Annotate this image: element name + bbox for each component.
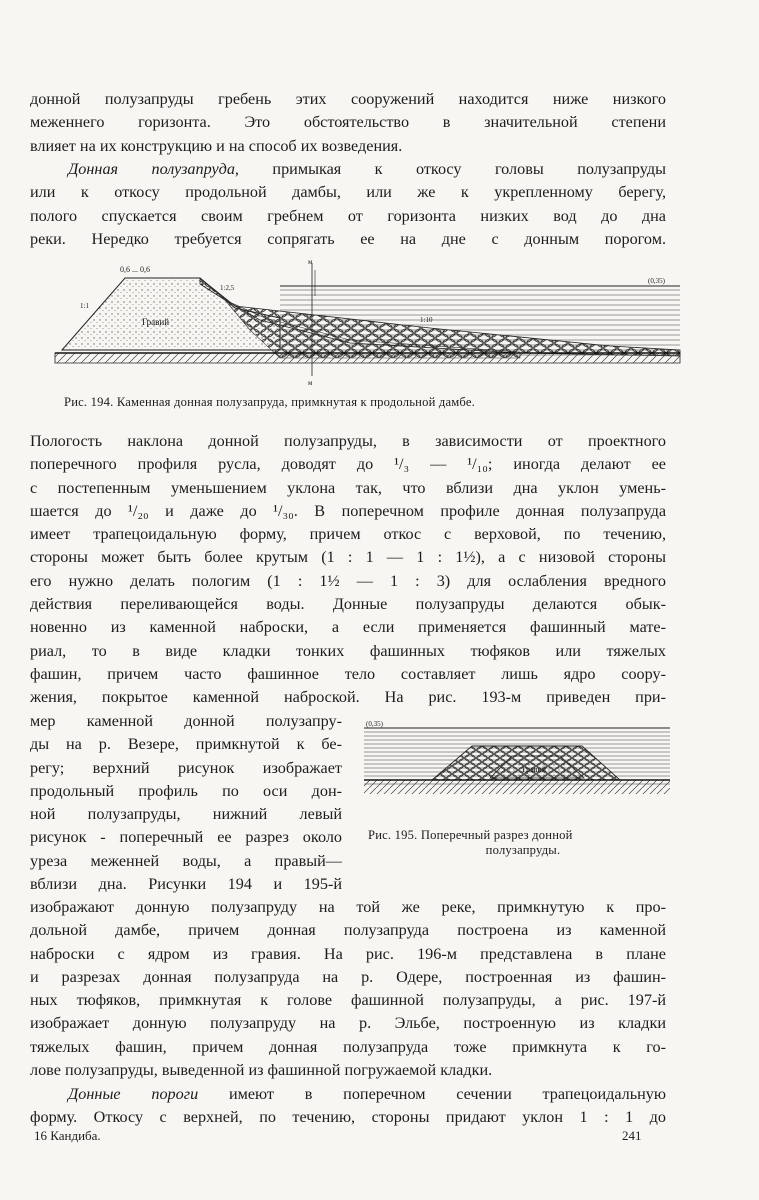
- text-line: дольной дамбе, причем донная полузапруда построена из каменной: [30, 921, 666, 940]
- text-line: реки. Нередко требуется сопрягать ее на дне с донным порогом.: [30, 229, 666, 248]
- label-level: (0,35): [366, 720, 383, 728]
- label-slope-top: 1:2,5: [220, 284, 235, 292]
- label-top-left: 0,6 ... 0,6: [120, 265, 150, 274]
- text-line: тяжелых фашин, причем донная полузапруда тоже примкнута к го-: [30, 1037, 666, 1056]
- footer-signature: 16 Кандиба.: [34, 1128, 101, 1143]
- caption-line: Рис. 195. Поперечный разрез донной: [368, 828, 573, 842]
- text-line: и разрезах донная полузапруда на р. Одере, построенная из фашин-: [30, 967, 666, 986]
- label-section-bottom: м: [308, 379, 313, 387]
- text-line: с постепенным уменьшением уклона так, что вблизи дна уклон умень-: [30, 478, 666, 497]
- label-gravel: Гравий: [142, 317, 170, 327]
- text-line: новенно из каменной наброски, а если применяется фашинный мате-: [30, 618, 666, 637]
- paragraph-4: [30, 896, 666, 1082]
- text-line: риал, то в виде кладки тонких фашинных тюфяков или тяжелых: [30, 641, 666, 660]
- paragraph-2: [30, 158, 666, 251]
- text-line: форму. Откосу с верхней, по течению, стороны придают уклон 1 : 1 до: [30, 1108, 666, 1127]
- text-line: рисунок - поперечный ее разрез около: [30, 828, 342, 847]
- figure-195-caption: [368, 828, 668, 858]
- text-line: действия переливающейся воды. Донные полузапруды делаются обык-: [30, 595, 666, 614]
- text-line: [30, 1083, 666, 1106]
- text-line: донной полузапруды гребень этих сооружений находится ниже низкого: [30, 90, 666, 108]
- text-line: фашин, причем часто фашинное тело составляет лишь ядро соору-: [30, 664, 666, 683]
- text-line: влияет на их конструкцию и на способ их возведения.: [30, 136, 403, 155]
- paragraph-3: [30, 430, 666, 710]
- text-line: Пологость наклона донной полузапруды, в зависимости от проектного: [30, 432, 666, 450]
- label-section-top: м: [308, 258, 313, 266]
- text-line: изображают донную полузапруду на той же реке, примкнутую к про-: [30, 898, 666, 916]
- river-bed: [364, 780, 670, 794]
- label-level: (0,35): [648, 277, 665, 285]
- text-line: [30, 158, 666, 181]
- label-slope-right: 1:10: [420, 316, 433, 324]
- text-line: жения, покрытое каменной наброской. На рис. 193-м приведен при-: [30, 688, 666, 707]
- river-bed: [55, 353, 680, 363]
- text-line: наброски с ядром из гравия. На рис. 196-м представлена в плане: [30, 944, 666, 963]
- text-line: поперечного профиля русла, доводят до ¹/₃ — ¹/₁₀; иногда делают ее: [30, 455, 666, 474]
- italic-term: Донная полузапруда,: [68, 160, 239, 178]
- text-fragment: примыкая к откосу головы полузапруды: [238, 160, 666, 178]
- text-line: ной полузапруды, нижний левый: [30, 805, 342, 824]
- narrow-column-text: [30, 710, 342, 896]
- figure-194-drawing: [50, 258, 685, 388]
- text-fragment: имеют в поперечном сечении трапецоидальную: [198, 1085, 666, 1103]
- text-line: его нужно делать пологим (1 : 1½ — 1 : 3) для ослабления вредного: [30, 571, 666, 590]
- caption-line: полузапруды.: [485, 843, 561, 857]
- paragraph-5: [30, 1083, 666, 1130]
- label-slope-left: 1:1: [80, 302, 89, 310]
- paragraph-1: [30, 88, 666, 158]
- text-line: регу; верхний рисунок изображает: [30, 758, 342, 777]
- text-line: полого спускается своим гребнем от горизонта низких вод до дна: [30, 206, 666, 225]
- text-line: имеет трапецоидальную форму, причем откос с верховой, по течению,: [30, 525, 666, 544]
- italic-term: Донные пороги: [68, 1085, 199, 1103]
- text-line: вблизи дна. Рисунки 194 и 195-й: [30, 875, 342, 894]
- text-line: продольный профиль по оси дон-: [30, 781, 342, 800]
- label-gravel: Гравий: [522, 765, 547, 774]
- text-line: ных тюфяков, примкнутая к голове фашинной полузапруды, а рис. 197-й: [30, 991, 666, 1010]
- text-line: шается до ¹/₂₀ и даже до ¹/₃₀. В поперечном профиле донная полузапруда: [30, 501, 666, 520]
- text-line: изображает донную полузапруду на р. Эльбе, построенную из кладки: [30, 1014, 666, 1033]
- figure-194-caption: Рис. 194. Каменная донная полузапруда, примкнутая к продольной дамбе.: [64, 395, 476, 409]
- text-line: ды на р. Везере, примкнутой к бе-: [30, 735, 342, 754]
- figure-195-drawing: [362, 718, 672, 810]
- text-line: или к откосу продольной дамбы, или же к укрепленному берегу,: [30, 183, 666, 202]
- text-line: лове полузапруды, выведенной из фашинной погружаемой кладки.: [30, 1061, 493, 1080]
- text-line: уреза меженней воды, а правый—: [30, 851, 342, 870]
- text-line: меженнего горизонта. Это обстоятельство в значительной степени: [30, 113, 666, 132]
- text-line: мер каменной донной полузапру-: [30, 712, 342, 730]
- text-line: стороны может быть более крутым (1 : 1 — 1 : 1½), а с низовой стороны: [30, 548, 666, 567]
- page-number: 241: [622, 1128, 642, 1143]
